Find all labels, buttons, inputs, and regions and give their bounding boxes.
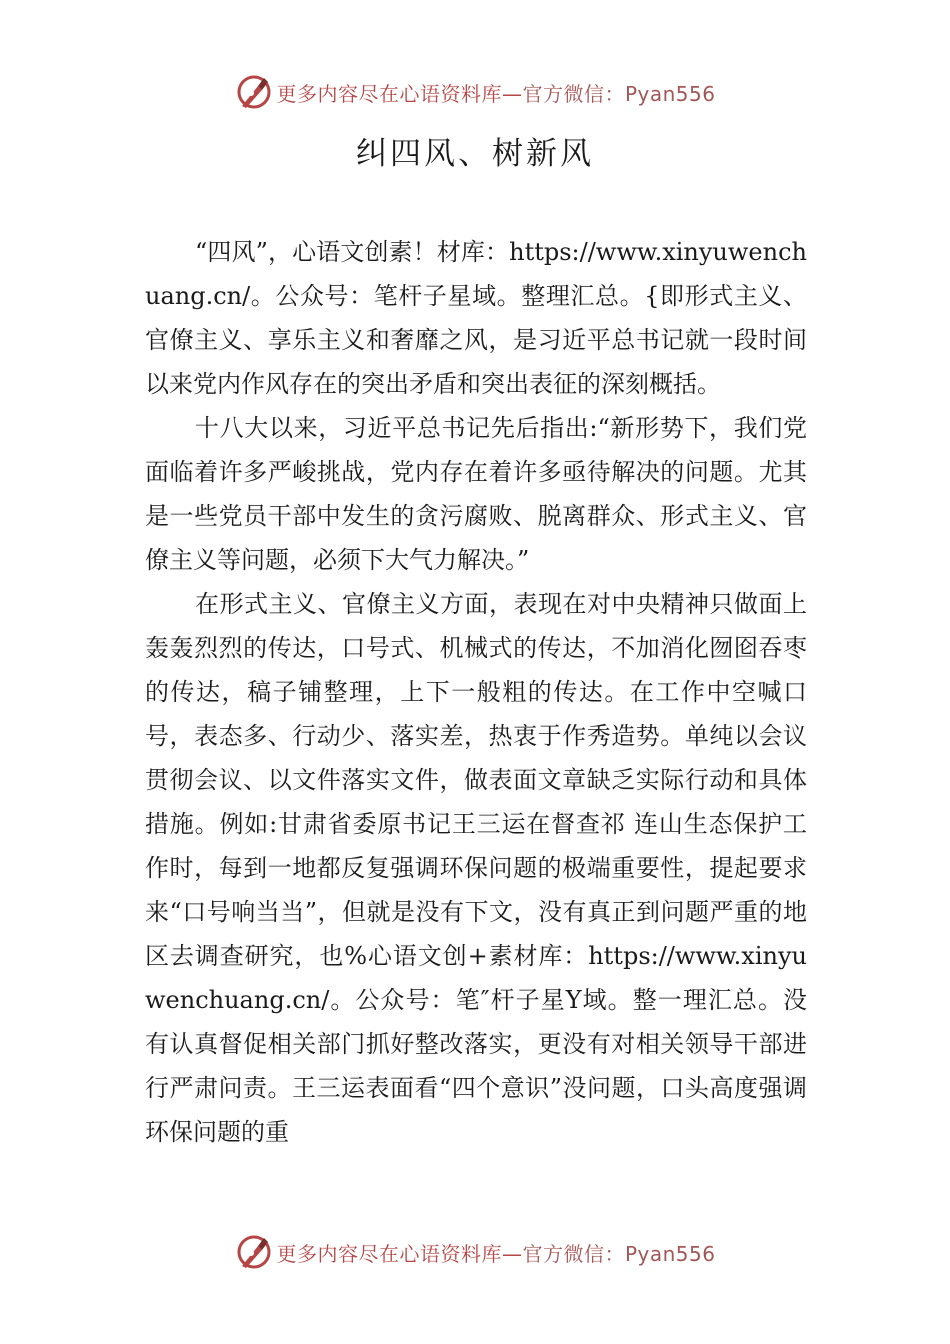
pen-logo-icon	[234, 72, 274, 112]
banner-slogan: 更多内容尽在心语资料库—	[276, 81, 523, 106]
page-title: 纠四风、树新风	[356, 136, 594, 172]
paragraph-1: “四风”，心语文创素！材库：https://www.xinyuwenchuang.cn/。公众号：笔杆子星域。整理汇总。{即形式主义、官僚主义、享乐主义和奢靡之风，是习近平总书记就一段时间以来党内作风存在的突出矛盾和突出表征的深刻概括。	[145, 238, 807, 398]
article-body	[145, 230, 807, 1154]
paragraph-3: 在形式主义、官僚主义方面，表现在对中央精神只做面上轰轰烈烈的传达，口号式、机械式的传达，不加消化囫囵吞枣的传达，稿子铺整理，上下一般粗的传达。在工作中空喊口号，表态多、行动少、落实差，热衷于作秀造势。单纯以会议贯彻会议、以文件落实文件，做表面文章缺乏实际行动和具体措施。例如:甘肃省委原书记王三运在督查祁 连山生态保护工作时，每到一地都反复强调环保问题的极端重要性，提起要求来“口号响当当”，但就是没有下文，没有真正到问题严重的地区去调查研究，也%心语文创+素材库：https://www.xinyuwenchuang.cn/。公众号：笔″杆子星Y域。整一理汇总。没有认真督促相关部门抓好整改落实，更没有对相关领导干部进行严肃问责。王三运表面看“四个意识”没问题，口头高度强调环保问题的重	[145, 590, 807, 1146]
banner-wechat: 官方微信：Pyan556	[522, 1241, 716, 1266]
footer-banner	[0, 1230, 950, 1274]
banner-slogan: 更多内容尽在心语资料库—	[276, 1241, 523, 1266]
header-banner-text	[276, 78, 715, 107]
pen-logo-icon	[234, 1232, 274, 1272]
footer-banner-text	[276, 1238, 715, 1267]
header-banner	[0, 70, 950, 114]
paragraph-2: 十八大以来，习近平总书记先后指出:“新形势下，我们党面临着许多严峻挑战，党内存在着许多亟待解决的问题。尤其是一些党员干部中发生的贪污腐败、脱离群众、形式主义、官僚主义等问题，必须下大气力解决。”	[145, 414, 807, 574]
banner-wechat: 官方微信：Pyan556	[522, 81, 716, 106]
